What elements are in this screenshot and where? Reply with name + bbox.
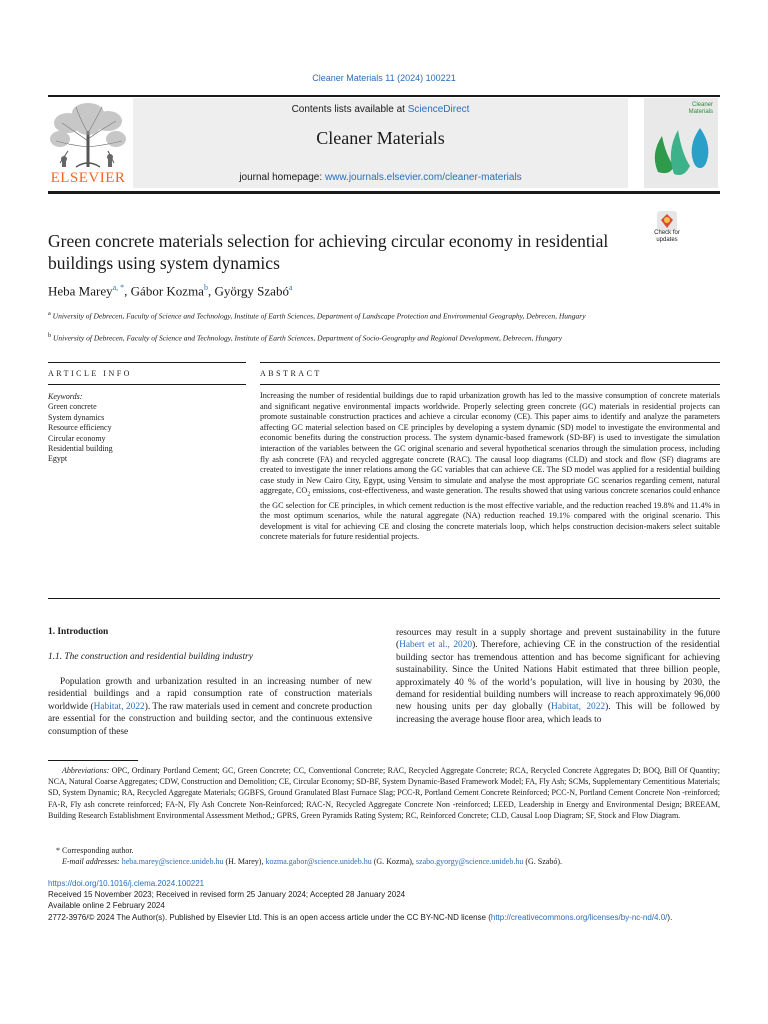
contents-line [133,104,628,115]
section-rule [260,362,720,363]
author-name[interactable]: Gábor Kozma [130,283,204,299]
abbreviations-footnote [48,765,720,821]
sciencedirect-link[interactable]: ScienceDirect [407,104,470,115]
keyword: Circular economy [48,433,106,443]
email-owner: (H. Marey), [223,857,266,866]
license-statement [48,912,720,923]
header-rule [48,95,720,97]
received-dates: Received 15 November 2023; Received in revised form 25 January 2024; Accepted 28 January 2024 [48,890,406,899]
tree-icon [46,101,130,169]
journal-cover[interactable] [644,98,718,188]
author-name[interactable]: György Szabó [214,283,289,299]
citation-link[interactable]: Habitat, 2022 [551,702,606,713]
homepage-prefix: journal homepage: [239,172,325,183]
footnote-rule [48,760,138,761]
section-rule [48,598,720,599]
abstract-body [260,391,720,543]
abstract-text: Increasing the number of residential buildings due to rapid urbanization growth has led to the massive consumption of concrete materials and significant negative environmental impacts worldwide. Properly selecting green concrete (GC) materials in residential projects can promote sustainable construction practices and achieve a circular economy (CE). This paper aims to identify and analyze the parameters affecting GC material selection based on CE principles by developing a system dynamic (SD) model to investigate the environmental and economic benefits during the construction process. The system dynamic-based framework (SD-BF) is used to investigate the simulation interaction of the variables between the GC original scenario and several hypothetical scenarios through the simulation process, including fly ash concrete (FA) and recycled aggregate concrete (RAC). The causal loop diagrams (CLD) and stock and flow (SF) diagrams are created to investigate the inner relations among the GC variables that can achieve CE. The SD model was applied for a residential building case study in New Cairo City, Egypt, using Vensim to simulate and analyse the most appropriate GC scenarios regarding cement, natural aggregate, CO [260,391,720,496]
author-marker[interactable]: b [203,283,208,292]
keyword: Egypt [48,454,68,464]
affiliation-text: University of Debrecen, Faculty of Science and Technology, Institute of Earth Sciences, Department of Socio-Geography and Regional Development, Debrecen, Hungary [53,333,563,343]
corresponding-author-note [56,846,134,855]
homepage-line [133,172,628,183]
email-owner: (G. Szabó). [523,857,562,866]
affiliation-mark: b [48,332,52,339]
body-paragraph [48,676,372,738]
email-link[interactable]: szabo.gyorgy@science.unideb.hu [415,857,524,866]
citation-link[interactable]: Habitat, 2022 [93,701,145,712]
abbreviations-label: Abbreviations: [62,766,110,775]
license-link[interactable]: http://creativecommons.org/licenses/by-nc-nd/4.0/ [490,913,668,922]
license-text: ). [667,913,673,922]
license-text: 2772-3976/© 2024 The Author(s). Published by Elsevier Ltd. This is an open access article under the CC BY-NC-ND license ( [48,913,491,922]
email-owner: (G. Kozma), [371,857,416,866]
body-text: resources may result in a supply shortage and prevent sustainability in the future ( [396,628,720,651]
author-marker[interactable]: a, * [112,283,125,292]
keyword: System dynamics [48,412,105,422]
section-rule [48,384,246,385]
journal-reference[interactable]: Cleaner Materials 11 (2024) 100221 [312,73,456,83]
section-rule [48,362,246,363]
keyword: Resource efficiency [48,423,112,433]
article-title: Green concrete materials selection for achieving circular economy in residential buildings using system dynamics [48,231,609,273]
journal-title: Cleaner Materials [316,128,445,148]
citation-link[interactable]: Habert et al., 2020 [399,640,473,651]
publisher-wordmark[interactable]: ELSEVIER [50,170,126,186]
keywords-label: Keywords: [48,392,83,401]
abstract-text: emissions, cost-effectiveness, and waste generation. The results showed that using various concrete scenarios could enhance the GC selection for CE principles, in which cement reduction is the most effective variable, and the reduction reached 19.8% and 11.4% in the most optimum scenarios, while the natural aggregate (NA) reduction reached 19.1% compared with the original scenario. This development is vital for achieving CE and closing the concrete materials loop, which helps construction decision-makers select suitable concrete materials for future residential projects. [260,486,720,542]
affiliation [48,331,648,344]
homepage-link[interactable]: www.journals.elsevier.com/cleaner-materials [324,172,522,183]
body-text: ). The raw materials used in cement and concrete production are essential for the construction and building sector, and the continuous extensive consumption of these [48,701,373,737]
keyword: Residential building [48,444,113,454]
body-text: ). Therefore, achieving CE in the construction of the residential building sector has tremendous attention and has become significant for achieving sustainability. Since the United Nations Habit estimated that three billion people, approximately 40 % of the world’s population, will live in housing by 2030, the demand for residential building numbers will increase to reach approximately 96,000 new housing units per day globally ( [396,640,720,713]
abstract-heading: ABSTRACT [260,369,322,378]
abbreviations-text: OPC, Ordinary Portland Cement; GC, Green Concrete; CC, Conventional Concrete; RAC, Recycled Aggregate Concrete; RCA, Recycled Concrete Aggregates D; BOQ, Bill Of Quantity; NCA, Natural Coarse Aggregates; CDW, Construction and Demolition; CE, Circular Economy; SD-BF, System Dynamic-Based Framework Model; FA, Fly Ash; SCMs, Supplementary Cementitious Materials; SD, System Dynamic; RA, Recycled Aggregate Materials; GGBFS, Ground Granulated Blast Furnace Slag; PCC-R, Portland Cement Concrete Reinforced; PCC-N, Portland Cement Concrete Non -reinforced; FA-R, Fly ash concrete reinforced; FA-N, Fly Ash Concrete Non-Reinforced; RAC-N, Recycled Aggregate Concrete Non -reinforced; LEED, Leadership in Energy and Environmental Design; BREEAM, Building Research Establishment Environmental Assessment Method,; GPRS, Green Pyramids Rating System; RC, Reinforced Concrete; CLD, Causal Loop Diagram; SF, Stock and Flow Diagram. [48,766,720,820]
subsection-heading: 1.1. The construction and residential building industry [48,652,253,662]
corresponding-mark: * [56,846,60,855]
affiliation-text: University of Debrecen, Faculty of Science and Technology, Institute of Earth Sciences, Department of Landscape Protection and Environmental Geography, Debrecen, Hungary [52,311,586,321]
body-paragraph [396,627,720,726]
corresponding-text: Corresponding author. [60,846,134,855]
author-list: Heba Marey$^{a, *}$, Gábor Kozma$^b$, György Szabó$^a$ [48,283,293,299]
keyword: Green concrete [48,402,97,412]
section-heading: 1. Introduction [48,627,109,637]
affiliation-mark: a [48,310,51,317]
crossmark-label[interactable]: Check for updates [654,230,680,243]
email-addresses [62,857,562,866]
doi-link[interactable]: https://doi.org/10.1016/j.clema.2024.100221 [48,879,205,888]
body-text: Population growth and urbanization resulted in an increasing number of new residential buildings and a rapid consumption rate of construction materials worldwide ( [48,677,372,712]
keywords-block [48,392,113,465]
email-link[interactable]: kozma.gabor@science.unideb.hu [265,857,372,866]
header-rule-thick [48,191,720,194]
author-marker[interactable]: a [288,283,293,292]
body-text: ). This will be followed by increasing the average house floor area, which leads to [396,702,720,725]
online-date: Available online 2 February 2024 [48,901,165,910]
abstract-subscript: 2 [307,491,311,498]
article-info-heading: ARTICLE INFO [48,369,132,378]
affiliation [48,309,648,322]
section-rule [260,384,720,385]
author-name[interactable]: Heba Marey [48,283,113,299]
contents-prefix: Contents lists available at [291,104,408,115]
email-label: E-mail addresses: [62,857,120,866]
cover-title: Cleaner Materials [688,102,713,115]
email-link[interactable]: heba.marey@science.unideb.hu [121,857,224,866]
